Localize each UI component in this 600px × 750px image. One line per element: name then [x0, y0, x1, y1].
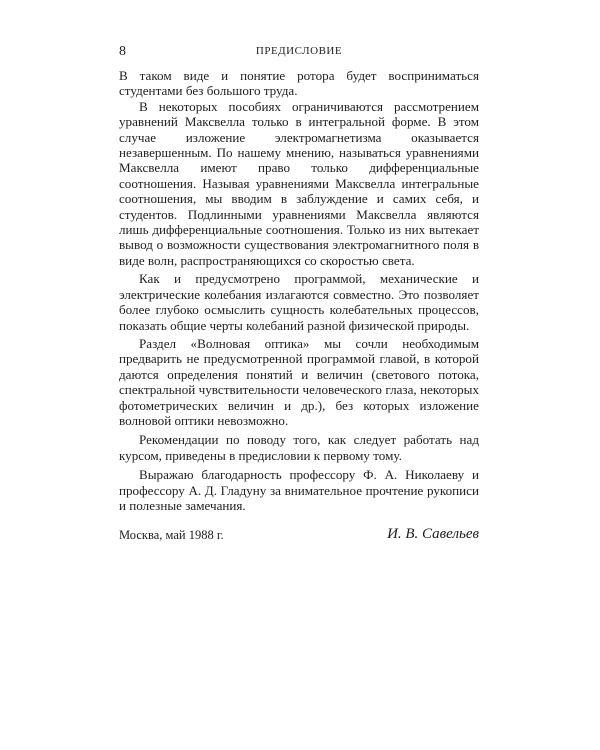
paragraph-maxwell-equations: В некоторых пособиях ограничиваются рассмотрением уравнений Максвелла только в интегральной форме. В этом случае изложение электромагнетизма оказывается незавершенным. По нашему мнению, называться уравнениями Максвелла имеют право только дифференциальные соотношения. Называя уравнениями Максвелла интегральные соотношения, мы вводим в заблуждение и самих себя, и студентов. Подлинными уравнениями Максвелла являются лишь дифференциальные соотношения. Только из них вытекает вывод о возможности существования электромагнитного поля в виде волн, распространяющихся со скоростью света. — [119, 98, 479, 268]
paragraph-recommendations: Рекомендации по поводу того, как следует работать над курсом, приведены в предисловии к первому тому. — [119, 432, 479, 463]
paragraph-acknowledgements: Выражаю благодарность профессору Ф. А. Николаеву и профессору А. Д. Гладуну за внимательное прочтение рукописи и полезные замечания. — [119, 467, 479, 513]
page-number: 8 — [119, 44, 126, 59]
running-title: ПРЕДИСЛОВИЕ — [255, 45, 343, 57]
place-and-date: Москва, май 1988 г. — [119, 528, 224, 543]
page — [119, 44, 479, 548]
preface-body — [119, 68, 479, 513]
paragraph-rotor: В таком виде и понятие ротора будет восприниматься студентами без большого труда. — [119, 68, 479, 99]
author-name: И. В. Савельев — [387, 526, 479, 543]
paragraph-oscillations: Как и предусмотрено программой, механические и электрические колебания излагаются совместно. Это позволяет более глубоко осмыслить сущность колебательных процессов, показать общие черты колебаний разной физической природы. — [119, 271, 479, 333]
page-header — [119, 44, 479, 68]
signature-block — [119, 526, 479, 548]
paragraph-wave-optics: Раздел «Волновая оптика» мы сочли необходимым предварить не предусмотренной программой главой, в которой даются определения понятий и величин (светового потока, спектральной чувствительности человеческого глаза, некоторых фотометрических величин и др.), без которых изложение волновой оптики невозможно. — [119, 335, 479, 428]
